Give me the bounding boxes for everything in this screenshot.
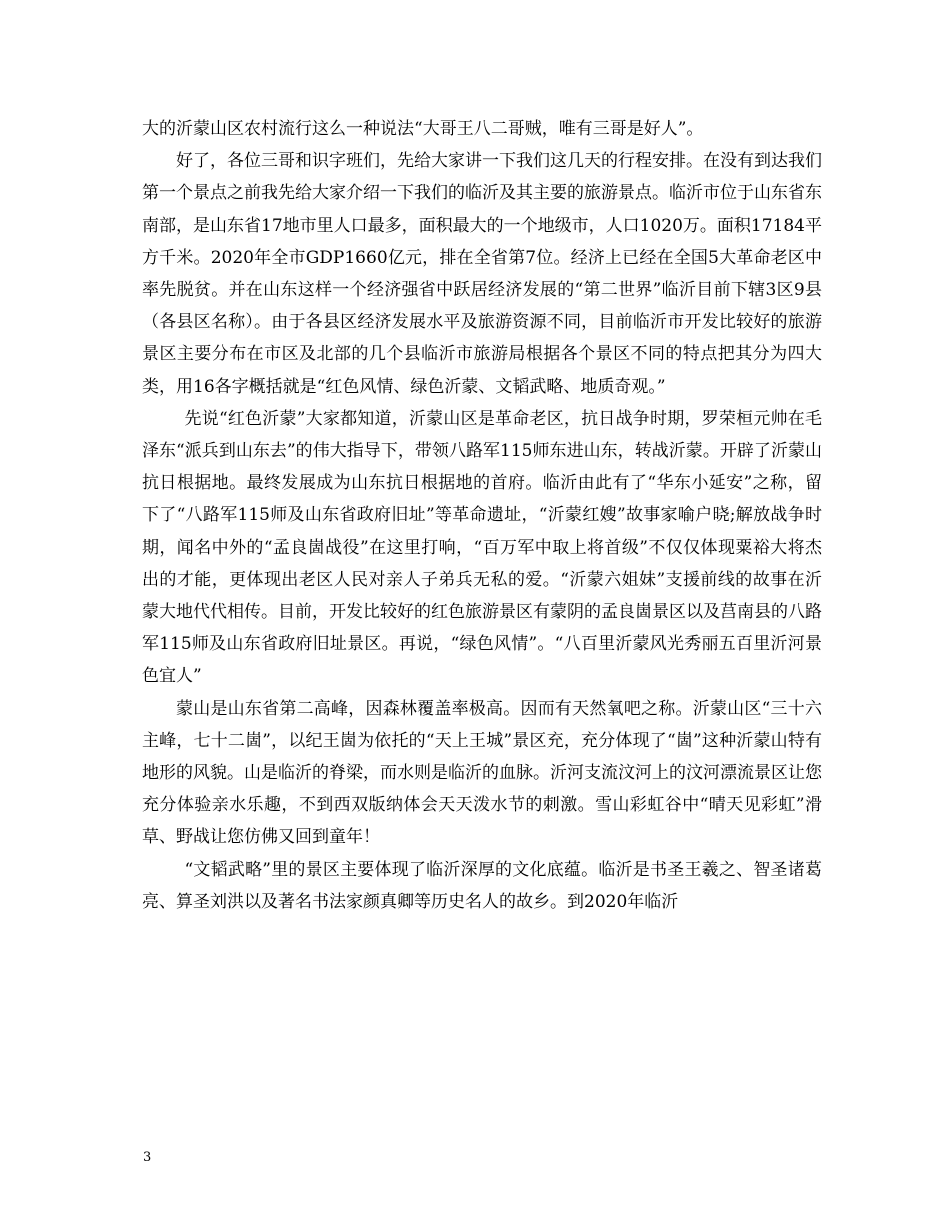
paragraph-culture: “文韬武略”里的景区主要体现了临沂深厚的文化底蕴。临沂是书圣王羲之、智圣诸葛亮、算圣刘洪以及著名书法家颜真卿等历史名人的故乡。到2020年临沂 [142, 859, 822, 912]
paragraph-itinerary-intro: 好了，各位三哥和识字班们，先给大家讲一下我们这几天的行程安排。在没有到达我们第一个景点之前我先给大家介绍一下我们的临沂及其主要的旅游景点。临沂市位于山东省东南部，是山东省17地市里人口最多，面积最大的一个地级市，人口1020万。面积17184平方千米。2020年全市GDP1660亿元，排在全省第7位。经济上已经在全国5大革命老区中率先脱贫。并在山东这样一个经济强省中跃居经济发展的“第二世界”临沂目前下辖3区9县（各县区名称）。由于各县区经济发展水平及旅游资源不同，目前临沂市开发比较好的旅游景区主要分布在市区及北部的几个县临沂市旅游局根据各个景区不同的特点把其分为四大类，用16各字概括就是“红色风情、绿色沂蒙、文韬武略、地质奇观。” [142, 151, 822, 397]
paragraph-red-yimeng: 先说“红色沂蒙”大家都知道，沂蒙山区是革命老区，抗日战争时期，罗荣桓元帅在毛泽东“派兵到山东去”的伟大指导下，带领八路军115师东进山东，转战沂蒙。开辟了沂蒙山抗日根据地。最终发展成为山东抗日根据地的首府。临沂由此有了“华东小延安”之称，留下了“八路军115师及山东省政府旧址”等革命遗址，“沂蒙红嫂”故事家喻户晓;解放战争时期，闻名中外的“孟良崮战役”在这里打响，“百万军中取上将首级”不仅仅体现粟裕大将杰出的才能，更体现出老区人民对亲人子弟兵无私的爱。“沂蒙六姐妹”支援前线的故事在沂蒙大地代代相传。目前，开发比较好的红色旅游景区有蒙阴的孟良崮景区以及莒南县的八路军115师及山东省政府旧址景区。再说，“绿色风情”。“八百里沂蒙风光秀丽五百里沂河景色宜人” [142, 408, 822, 687]
paragraph-continuation: 大的沂蒙山区农村流行这么一种说法“大哥王八二哥贼，唯有三哥是好人”。 [142, 119, 704, 139]
document-body [142, 113, 822, 918]
paragraph-mengshan: 蒙山是山东省第二高峰，因森林覆盖率极高。因而有天然氧吧之称。沂蒙山区“三十六主峰，七十二崮”，以纪王崮为依托的“天上王城”景区充，充分体现了“崮”这种沂蒙山特有地形的风貌。山是临沂的脊梁，而水则是临沂的血脉。沂河支流汶河上的汶河漂流景区让您充分体验亲水乐趣，不到西双版纳体会天天泼水节的刺激。雪山彩虹谷中“晴天见彩虹”滑草、野战让您仿佛又回到童年！ [142, 698, 822, 848]
page-number: 3 [143, 1150, 152, 1165]
